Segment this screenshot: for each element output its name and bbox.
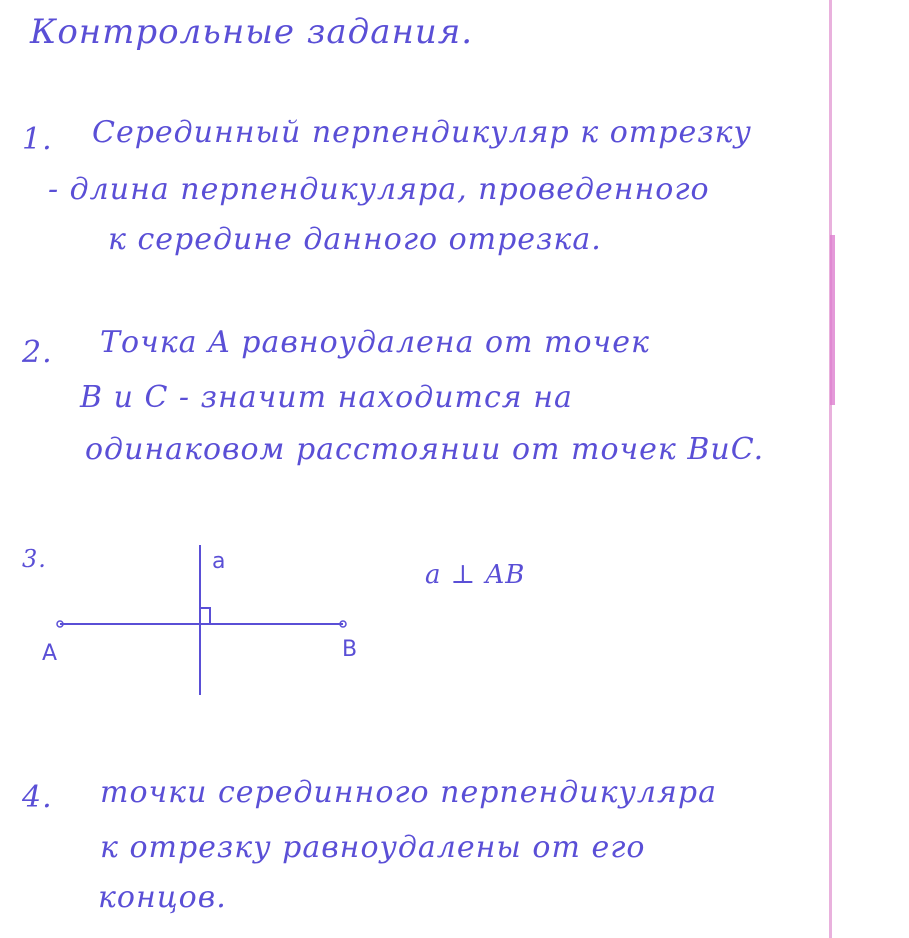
right-angle-mark [200,608,210,624]
point-label-a: A [42,641,58,666]
task-4-number: 4. [22,780,53,815]
task-4-line-1: точки серединного перпендикуляра [100,775,717,810]
task-2-line-2: B и C - значит находится на [80,380,573,415]
task-4-line-2: к отрезку равноудалены от его [100,830,646,865]
task-1-line-2: - длина перпендикуляра, проведенного [48,172,710,207]
task-1-line-3: к середине данного отрезка. [108,222,602,257]
task-2-number: 2. [22,335,53,370]
task-4-line-3: концов. [98,880,227,915]
task-1-line-1: Серединный перпендикуляр к отрезку [92,115,752,150]
point-label-b: B [342,637,358,662]
task-2-line-1: Точка A равноудалена от точек [100,325,650,360]
task-1-number: 1. [22,122,53,157]
task-2-line-3: одинаковом расстоянии от точек BиC. [85,432,765,467]
page-title: Контрольные задания. [30,12,474,52]
line-label-a: a [212,549,226,574]
task-3-formula: a ⊥ AB [425,560,526,590]
task-3-number: 3. [22,545,47,573]
